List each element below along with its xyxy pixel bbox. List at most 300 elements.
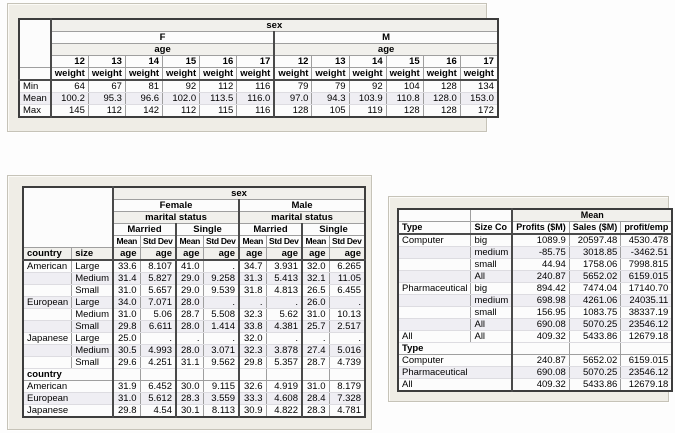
missing-value-cell: . — [140, 333, 176, 345]
table-row — [398, 222, 672, 235]
column-header-cell: Mean — [302, 236, 329, 248]
age-by-sex-marital-status-table — [22, 186, 366, 418]
value-cell: 115 — [200, 105, 237, 118]
column-header-cell: 13 — [88, 56, 125, 68]
value-cell: 28.0 — [176, 345, 203, 357]
value-cell: 5.827 — [140, 273, 176, 285]
row-label-cell: Min — [19, 80, 51, 93]
value-cell: 4530.478 — [621, 234, 673, 247]
value-cell: 27.4 — [302, 345, 329, 357]
row-label-cell: Small — [72, 285, 113, 297]
value-cell: 31.4 — [113, 273, 140, 285]
row-label-cell: Japanese — [23, 333, 72, 345]
value-cell: 5652.02 — [569, 355, 621, 367]
value-cell: 29.8 — [113, 321, 140, 333]
column-header-cell: weight — [125, 68, 162, 81]
value-cell: 12679.18 — [621, 379, 673, 392]
value-cell: 4.781 — [329, 405, 365, 418]
empty-cell — [512, 343, 569, 355]
value-cell: 4.608 — [266, 393, 302, 405]
value-cell: 30.0 — [176, 381, 203, 393]
value-cell: 7.071 — [140, 297, 176, 309]
column-header-cell: marital status — [239, 212, 365, 224]
value-cell: 30.1 — [176, 405, 203, 418]
empty-cell — [266, 369, 302, 381]
value-cell: 8.107 — [140, 260, 176, 273]
value-cell: 28.3 — [176, 393, 203, 405]
value-cell: 5.357 — [266, 357, 302, 369]
value-cell: 3.931 — [266, 260, 302, 273]
value-cell: 32.3 — [239, 345, 266, 357]
table-row — [19, 19, 498, 32]
value-cell: 32.1 — [302, 273, 329, 285]
column-header-cell: 13 — [312, 56, 349, 68]
column-header-cell: age — [203, 248, 239, 261]
column-header-cell: age — [266, 248, 302, 261]
column-header-cell: weight — [349, 68, 386, 81]
column-header-cell: 17 — [460, 56, 498, 68]
value-cell: 92 — [163, 80, 200, 93]
value-cell: 5.06 — [140, 309, 176, 321]
table-row — [23, 381, 365, 393]
value-cell: 128 — [423, 105, 460, 118]
column-header-cell: 16 — [200, 56, 237, 68]
row-label-cell: Japanese — [23, 405, 113, 418]
value-cell: 31.0 — [302, 309, 329, 321]
table-row — [23, 345, 365, 357]
company-mean-summary-panel — [388, 196, 669, 402]
column-header-cell: weight — [200, 68, 237, 81]
value-cell: 2.517 — [329, 321, 365, 333]
column-header-cell: Std Dev — [203, 236, 239, 248]
row-label-cell — [23, 357, 72, 369]
row-label-cell: Large — [72, 297, 113, 309]
value-cell: 6.452 — [140, 381, 176, 393]
table-row — [398, 259, 672, 271]
missing-value-cell: . — [239, 297, 266, 309]
column-header-cell: weight — [163, 68, 200, 81]
table-row — [398, 379, 672, 392]
row-label-cell — [23, 345, 72, 357]
value-cell: 9.539 — [203, 285, 239, 297]
row-label-cell: Large — [72, 260, 113, 273]
table-row — [398, 355, 672, 367]
value-cell: 31.1 — [176, 357, 203, 369]
row-label-cell: Large — [72, 333, 113, 345]
value-cell: 96.6 — [125, 93, 162, 105]
value-cell: 1083.75 — [569, 307, 621, 319]
value-cell: 31.0 — [302, 381, 329, 393]
weight-by-sex-age-table — [18, 18, 499, 118]
table-row — [23, 297, 365, 309]
value-cell: 698.98 — [512, 295, 569, 307]
column-header-cell: Std Dev — [266, 236, 302, 248]
value-cell: 119 — [349, 105, 386, 118]
table-row — [23, 273, 365, 285]
row-label-cell: medium — [471, 247, 512, 259]
value-cell: 1089.9 — [512, 234, 569, 247]
table-row — [19, 80, 498, 93]
column-header-cell: Std Dev — [140, 236, 176, 248]
column-header-cell: Female — [113, 200, 239, 212]
column-header-cell: age — [302, 248, 329, 261]
value-cell: 4.381 — [266, 321, 302, 333]
column-header-cell: Married — [113, 224, 176, 236]
row-label-cell — [398, 271, 471, 283]
row-label-cell: All — [471, 319, 512, 331]
value-cell: 64 — [51, 80, 89, 93]
row-label-cell: big — [471, 283, 512, 295]
value-cell: 92 — [349, 80, 386, 93]
column-header-cell: Profits ($M) — [512, 222, 569, 235]
value-cell: 28.0 — [176, 297, 203, 309]
empty-cell — [239, 369, 266, 381]
value-cell: 128 — [423, 80, 460, 93]
row-label-cell — [398, 319, 471, 331]
value-cell: -3462.51 — [621, 247, 673, 259]
value-cell: 23546.12 — [621, 319, 673, 331]
value-cell: 26.5 — [302, 285, 329, 297]
value-cell: 8.113 — [203, 405, 239, 418]
value-cell: 33.6 — [113, 260, 140, 273]
row-label-cell: American — [23, 260, 72, 273]
table-row — [19, 93, 498, 105]
value-cell: 6.611 — [140, 321, 176, 333]
value-cell: 145 — [51, 105, 89, 118]
missing-value-cell: . — [176, 333, 203, 345]
value-cell: 409.32 — [512, 331, 569, 343]
row-label-cell: American — [23, 381, 113, 393]
column-header-cell: Type — [398, 222, 471, 235]
value-cell: 3.878 — [266, 345, 302, 357]
column-header-cell: 14 — [349, 56, 386, 68]
missing-value-cell: . — [329, 333, 365, 345]
value-cell: 5070.25 — [569, 319, 621, 331]
column-header-cell: marital status — [113, 212, 239, 224]
section-header-cell: Type — [398, 343, 512, 355]
column-header-cell: weight — [274, 68, 312, 81]
row-label-cell: Mean — [19, 93, 51, 105]
value-cell: 30.5 — [113, 345, 140, 357]
missing-value-cell: . — [266, 297, 302, 309]
table-row — [23, 187, 365, 200]
value-cell: 104 — [386, 80, 423, 93]
value-cell: 10.13 — [329, 309, 365, 321]
row-label-cell — [23, 309, 72, 321]
value-cell: 32.0 — [302, 260, 329, 273]
value-cell: 5.508 — [203, 309, 239, 321]
value-cell: 128 — [274, 105, 312, 118]
missing-value-cell: . — [203, 333, 239, 345]
value-cell: 32.0 — [239, 333, 266, 345]
value-cell: 128 — [386, 105, 423, 118]
value-cell: 100.2 — [51, 93, 89, 105]
value-cell: 894.42 — [512, 283, 569, 295]
value-cell: 5652.02 — [569, 271, 621, 283]
row-label-cell: Max — [19, 105, 51, 118]
value-cell: 6159.015 — [621, 271, 673, 283]
row-label-cell: Pharmaceutical — [398, 283, 471, 295]
company-mean-summary-table — [397, 208, 673, 392]
table-row — [398, 343, 672, 355]
column-header-cell: Mean — [176, 236, 203, 248]
column-header-cell: age — [176, 248, 203, 261]
value-cell: 3.071 — [203, 345, 239, 357]
column-header-cell: age — [51, 44, 275, 56]
value-cell: 103.9 — [349, 93, 386, 105]
column-header-cell: 15 — [386, 56, 423, 68]
value-cell: 5433.86 — [569, 379, 621, 392]
value-cell: 94.3 — [312, 93, 349, 105]
value-cell: 28.4 — [302, 393, 329, 405]
value-cell: 28.0 — [176, 321, 203, 333]
value-cell: 5.612 — [140, 393, 176, 405]
corner-cell — [19, 68, 51, 81]
table-row — [19, 44, 498, 56]
value-cell: 112 — [88, 105, 125, 118]
corner-cell — [398, 209, 471, 222]
value-cell: 4.739 — [329, 357, 365, 369]
row-label-cell: Medium — [72, 309, 113, 321]
value-cell: 29.0 — [176, 273, 203, 285]
row-label-cell: Computer — [398, 234, 471, 247]
table-row — [23, 333, 365, 345]
row-label-cell — [23, 285, 72, 297]
table-row — [23, 405, 365, 418]
value-cell: 20597.48 — [569, 234, 621, 247]
empty-cell — [329, 369, 365, 381]
value-cell: 34.0 — [113, 297, 140, 309]
column-header-cell: Mean — [512, 209, 672, 222]
table-row — [19, 105, 498, 118]
value-cell: 9.115 — [203, 381, 239, 393]
row-label-cell: Computer — [398, 355, 512, 367]
column-header-cell: weight — [460, 68, 498, 81]
value-cell: 113.5 — [200, 93, 237, 105]
value-cell: 5.016 — [329, 345, 365, 357]
value-cell: 128.0 — [423, 93, 460, 105]
column-header-cell: sex — [113, 187, 365, 200]
column-header-cell: Size Co — [471, 222, 512, 235]
corner-cell — [471, 209, 512, 222]
value-cell: 116.0 — [237, 93, 275, 105]
value-cell: 110.8 — [386, 93, 423, 105]
value-cell: 26.0 — [302, 297, 329, 309]
empty-cell — [203, 369, 239, 381]
value-cell: 25.7 — [302, 321, 329, 333]
value-cell: 32.3 — [239, 309, 266, 321]
value-cell: 6.455 — [329, 285, 365, 297]
row-label-cell — [398, 259, 471, 271]
value-cell: 112 — [163, 105, 200, 118]
empty-cell — [176, 369, 203, 381]
value-cell: 172 — [460, 105, 498, 118]
value-cell: 44.94 — [512, 259, 569, 271]
value-cell: 142 — [125, 105, 162, 118]
row-label-cell: Medium — [72, 273, 113, 285]
value-cell: 240.87 — [512, 355, 569, 367]
value-cell: 33.8 — [239, 321, 266, 333]
column-header-cell: 12 — [274, 56, 312, 68]
value-cell: 31.9 — [113, 381, 140, 393]
value-cell: 29.8 — [239, 357, 266, 369]
column-header-cell: size — [72, 248, 113, 261]
table-row — [23, 357, 365, 369]
value-cell: 5.657 — [140, 285, 176, 297]
value-cell: 5.62 — [266, 309, 302, 321]
column-header-cell: age — [140, 248, 176, 261]
value-cell: 4.822 — [266, 405, 302, 418]
table-row — [398, 247, 672, 259]
value-cell: 6159.015 — [621, 355, 673, 367]
value-cell: 105 — [312, 105, 349, 118]
value-cell: 31.0 — [113, 393, 140, 405]
value-cell: 4261.06 — [569, 295, 621, 307]
table-row — [19, 32, 498, 44]
value-cell: 134 — [460, 80, 498, 93]
value-cell: 9.258 — [203, 273, 239, 285]
row-label-cell: big — [471, 234, 512, 247]
row-label-cell: Medium — [72, 345, 113, 357]
table-row — [398, 367, 672, 379]
empty-cell — [569, 343, 621, 355]
value-cell: 7.328 — [329, 393, 365, 405]
row-label-cell — [23, 273, 72, 285]
column-header-cell: age — [113, 248, 140, 261]
row-label-cell: Small — [72, 357, 113, 369]
column-header-cell: Std Dev — [329, 236, 365, 248]
value-cell: 97.0 — [274, 93, 312, 105]
column-header-cell: 14 — [125, 56, 162, 68]
row-label-cell: small — [471, 307, 512, 319]
value-cell: 5070.25 — [569, 367, 621, 379]
empty-cell — [113, 369, 140, 381]
value-cell: 33.3 — [239, 393, 266, 405]
value-cell: 67 — [88, 80, 125, 93]
column-header-cell: Mean — [113, 236, 140, 248]
value-cell: 6.265 — [329, 260, 365, 273]
table-row — [398, 295, 672, 307]
column-header-cell: M — [274, 32, 498, 44]
column-header-cell: age — [239, 248, 266, 261]
value-cell: 32.6 — [239, 381, 266, 393]
value-cell: 4.919 — [266, 381, 302, 393]
column-header-cell: profit/emp — [621, 222, 673, 235]
table-row — [398, 307, 672, 319]
column-header-cell: Sales ($M) — [569, 222, 621, 235]
corner-cell — [19, 19, 51, 68]
row-label-cell — [23, 321, 72, 333]
value-cell: 29.6 — [113, 357, 140, 369]
value-cell: 5433.86 — [569, 331, 621, 343]
value-cell: 409.32 — [512, 379, 569, 392]
value-cell: 7474.04 — [569, 283, 621, 295]
column-header-cell: weight — [386, 68, 423, 81]
table-row — [23, 260, 365, 273]
weight-by-sex-age-panel — [7, 3, 494, 132]
value-cell: 29.0 — [176, 285, 203, 297]
value-cell: 31.3 — [239, 273, 266, 285]
value-cell: 112 — [200, 80, 237, 93]
value-cell: 31.8 — [239, 285, 266, 297]
table-row — [398, 283, 672, 295]
corner-cell — [23, 187, 113, 248]
value-cell: 1.414 — [203, 321, 239, 333]
value-cell: 12679.18 — [621, 331, 673, 343]
row-label-cell: All — [471, 271, 512, 283]
value-cell: 30.9 — [239, 405, 266, 418]
column-header-cell: Married — [239, 224, 302, 236]
value-cell: 41.0 — [176, 260, 203, 273]
empty-cell — [621, 343, 673, 355]
value-cell: 24035.11 — [621, 295, 673, 307]
value-cell: 102.0 — [163, 93, 200, 105]
value-cell: 3018.85 — [569, 247, 621, 259]
value-cell: 690.08 — [512, 367, 569, 379]
value-cell: 4.993 — [140, 345, 176, 357]
value-cell: 5.413 — [266, 273, 302, 285]
row-label-cell — [398, 307, 471, 319]
value-cell: 4.251 — [140, 357, 176, 369]
table-row — [19, 68, 498, 81]
value-cell: 95.3 — [88, 93, 125, 105]
column-header-cell: 12 — [51, 56, 89, 68]
empty-cell — [302, 369, 329, 381]
missing-value-cell: . — [203, 297, 239, 309]
value-cell: 116 — [237, 105, 275, 118]
missing-value-cell: . — [329, 297, 365, 309]
value-cell: 8.179 — [329, 381, 365, 393]
row-label-cell: European — [23, 393, 113, 405]
value-cell: 38337.19 — [621, 307, 673, 319]
value-cell: 240.87 — [512, 271, 569, 283]
table-row — [398, 209, 672, 222]
column-header-cell: Single — [176, 224, 239, 236]
table-row — [398, 234, 672, 247]
value-cell: 28.3 — [302, 405, 329, 418]
value-cell: -85.75 — [512, 247, 569, 259]
table-row — [23, 285, 365, 297]
column-header-cell: 15 — [163, 56, 200, 68]
column-header-cell: weight — [88, 68, 125, 81]
value-cell: 28.7 — [176, 309, 203, 321]
missing-value-cell: . — [302, 333, 329, 345]
table-row — [23, 321, 365, 333]
value-cell: 156.95 — [512, 307, 569, 319]
value-cell: 4.54 — [140, 405, 176, 418]
value-cell: 116 — [237, 80, 275, 93]
value-cell: 79 — [312, 80, 349, 93]
row-label-cell: medium — [471, 295, 512, 307]
column-header-cell: age — [274, 44, 498, 56]
column-header-cell: sex — [51, 19, 498, 32]
value-cell: 11.05 — [329, 273, 365, 285]
value-cell: 3.559 — [203, 393, 239, 405]
section-header-cell: country — [23, 369, 113, 381]
missing-value-cell: . — [203, 260, 239, 273]
row-label-cell: small — [471, 259, 512, 271]
value-cell: 7998.815 — [621, 259, 673, 271]
table-row — [23, 248, 365, 261]
column-header-cell: Single — [302, 224, 365, 236]
column-header-cell: weight — [423, 68, 460, 81]
column-header-cell: Male — [239, 200, 365, 212]
column-header-cell: weight — [312, 68, 349, 81]
table-row — [19, 56, 498, 68]
age-by-sex-marital-status-panel — [7, 175, 372, 430]
column-header-cell: Mean — [239, 236, 266, 248]
row-label-cell: European — [23, 297, 72, 309]
